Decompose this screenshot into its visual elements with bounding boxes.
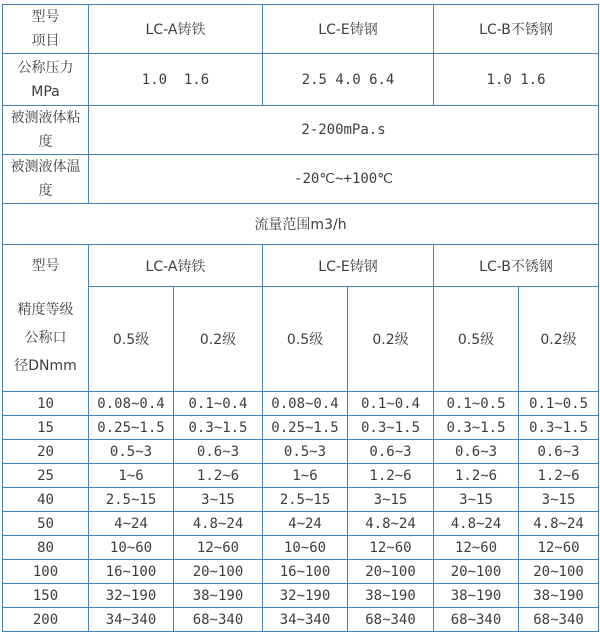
temperature-label-line1: 被测液体温 — [10, 159, 81, 175]
pressure-label-line1: 公称压力 — [17, 59, 74, 76]
flow-value-cell: 16~100 — [89, 560, 174, 584]
flow-value-cell: 32~190 — [89, 584, 174, 608]
flow-value-cell: 10~60 — [89, 536, 174, 560]
accuracy-class-cell: 0.2级 — [519, 287, 599, 392]
flow-value-cell: 0.3~1.5 — [174, 416, 263, 440]
flow-value-cell: 38~190 — [519, 584, 599, 608]
accuracy-dn-label — [3, 285, 88, 391]
table-row — [3, 536, 599, 560]
dn-cell: 10 — [3, 392, 89, 416]
temperature-value-cell: -20℃~+100℃ — [89, 155, 599, 204]
table-row — [3, 204, 599, 245]
table-row — [3, 488, 599, 512]
corner-label-line1: 型号 — [31, 9, 60, 25]
flow-value-cell: 1.2~6 — [434, 464, 519, 488]
flow-value-cell: 4.8~24 — [434, 512, 519, 536]
flow-value-cell: 34~340 — [263, 608, 348, 632]
flow-value-cell: 2.5~15 — [89, 488, 174, 512]
flow-value-cell: 16~100 — [263, 560, 348, 584]
dn-cell: 100 — [3, 560, 89, 584]
flow-value-cell: 0.1~0.5 — [519, 392, 599, 416]
pressure-label-cell — [3, 54, 89, 106]
table-row — [3, 54, 599, 106]
flow-value-cell: 10~60 — [263, 536, 348, 560]
flow-value-cell: 20~100 — [434, 560, 519, 584]
flow-value-cell: 68~340 — [519, 608, 599, 632]
flow-value-cell: 0.6~3 — [519, 440, 599, 464]
table-row — [3, 155, 599, 204]
flow-value-cell: 0.25~1.5 — [263, 416, 348, 440]
flow-model-header-lca: LC-A铸铁 — [89, 245, 263, 287]
pressure-value-lca: 1.0 1.6 — [89, 54, 263, 106]
temperature-label-line2: 度 — [38, 183, 53, 199]
flow-value-cell: 0.08~0.4 — [263, 392, 348, 416]
flow-value-cell: 4.8~24 — [348, 512, 434, 536]
model-header-lce: LC-E铸钢 — [263, 5, 434, 54]
flow-value-cell: 3~15 — [348, 488, 434, 512]
dn-cell: 15 — [3, 416, 89, 440]
flow-value-cell: 1~6 — [263, 464, 348, 488]
flow-value-cell: 0.5~3 — [89, 440, 174, 464]
pressure-value-lce: 2.5 4.0 6.4 — [263, 54, 434, 106]
table-row — [3, 584, 599, 608]
pressure-label-line2: MPa — [31, 83, 60, 100]
viscosity-label-line1: 被测液体粘 — [10, 110, 81, 126]
dn-cell: 25 — [3, 464, 89, 488]
flow-model-header-lce: LC-E铸钢 — [263, 245, 434, 287]
flow-value-cell: 4.8~24 — [519, 512, 599, 536]
flow-value-cell: 3~15 — [174, 488, 263, 512]
accuracy-class-cell: 0.5级 — [263, 287, 348, 392]
accuracy-class-cell: 0.5级 — [434, 287, 519, 392]
flow-value-cell: 20~100 — [519, 560, 599, 584]
flow-value-cell: 0.3~1.5 — [434, 416, 519, 440]
flow-model-label: 型号 — [31, 258, 60, 274]
flow-value-cell: 0.6~3 — [434, 440, 519, 464]
flow-value-cell: 32~190 — [263, 584, 348, 608]
flow-value-cell: 0.1~0.4 — [174, 392, 263, 416]
table-row — [3, 106, 599, 155]
flow-value-cell: 2.5~15 — [263, 488, 348, 512]
flow-model-header-lcb: LC-B不锈钢 — [434, 245, 599, 287]
table-row — [3, 287, 599, 392]
flow-value-cell: 0.3~1.5 — [348, 416, 434, 440]
table-row — [3, 512, 599, 536]
accuracy-class-cell: 0.5级 — [89, 287, 174, 392]
corner-cell — [3, 5, 89, 54]
flow-value-cell: 68~340 — [348, 608, 434, 632]
flow-value-cell: 1~6 — [89, 464, 174, 488]
flow-value-cell: 12~60 — [348, 536, 434, 560]
flow-value-cell: 0.6~3 — [174, 440, 263, 464]
flow-value-cell: 20~100 — [174, 560, 263, 584]
table-row — [3, 5, 599, 54]
accuracy-dn-label-line3: 径DNmm — [14, 358, 77, 374]
viscosity-label-cell — [3, 106, 89, 155]
dn-cell: 80 — [3, 536, 89, 560]
flow-value-cell: 0.1~0.4 — [348, 392, 434, 416]
flow-value-cell: 38~190 — [434, 584, 519, 608]
flow-value-cell: 0.08~0.4 — [89, 392, 174, 416]
flow-value-cell: 0.5~3 — [263, 440, 348, 464]
accuracy-dn-label-line2: 公称口 — [24, 330, 67, 346]
viscosity-label-line2: 度 — [38, 134, 53, 150]
flow-value-cell: 68~340 — [174, 608, 263, 632]
flow-value-cell: 1.2~6 — [519, 464, 599, 488]
spec-table — [2, 4, 599, 632]
flow-value-cell: 34~340 — [89, 608, 174, 632]
flow-range-title-cell: 流量范围m3/h — [3, 204, 599, 245]
table-row — [3, 608, 599, 632]
accuracy-class-cell: 0.2级 — [348, 287, 434, 392]
flow-value-cell: 1.2~6 — [348, 464, 434, 488]
accuracy-dn-label-line1: 精度等级 — [17, 302, 74, 318]
flow-value-cell: 4~24 — [263, 512, 348, 536]
dn-cell: 150 — [3, 584, 89, 608]
table-row — [3, 464, 599, 488]
table-row — [3, 392, 599, 416]
flow-value-cell: 12~60 — [434, 536, 519, 560]
model-header-lcb: LC-B不锈钢 — [434, 5, 599, 54]
flow-value-cell: 68~340 — [434, 608, 519, 632]
flow-value-cell: 3~15 — [519, 488, 599, 512]
flow-value-cell: 0.25~1.5 — [89, 416, 174, 440]
temperature-label-cell — [3, 155, 89, 204]
flow-value-cell: 4.8~24 — [174, 512, 263, 536]
flow-value-cell: 20~100 — [348, 560, 434, 584]
table-row — [3, 560, 599, 584]
flow-value-cell: 12~60 — [519, 536, 599, 560]
table-row — [3, 245, 599, 287]
model-header-lca: LC-A铸铁 — [89, 5, 263, 54]
dn-cell: 20 — [3, 440, 89, 464]
flow-value-cell: 4~24 — [89, 512, 174, 536]
flow-value-cell: 3~15 — [434, 488, 519, 512]
corner-label-line2: 项目 — [31, 33, 60, 49]
flow-corner-cell — [3, 245, 89, 392]
flow-value-cell: 38~190 — [348, 584, 434, 608]
dn-cell: 200 — [3, 608, 89, 632]
flow-value-cell: 0.1~0.5 — [434, 392, 519, 416]
flow-value-cell: 1.2~6 — [174, 464, 263, 488]
table-row — [3, 440, 599, 464]
accuracy-class-cell: 0.2级 — [174, 287, 263, 392]
dn-cell: 50 — [3, 512, 89, 536]
dn-cell: 40 — [3, 488, 89, 512]
viscosity-value-cell: 2-200mPa.s — [89, 106, 599, 155]
table-row — [3, 416, 599, 440]
flow-value-cell: 0.6~3 — [348, 440, 434, 464]
pressure-value-lcb: 1.0 1.6 — [434, 54, 599, 106]
flow-value-cell: 0.3~1.5 — [519, 416, 599, 440]
flow-value-cell: 12~60 — [174, 536, 263, 560]
flow-value-cell: 38~190 — [174, 584, 263, 608]
